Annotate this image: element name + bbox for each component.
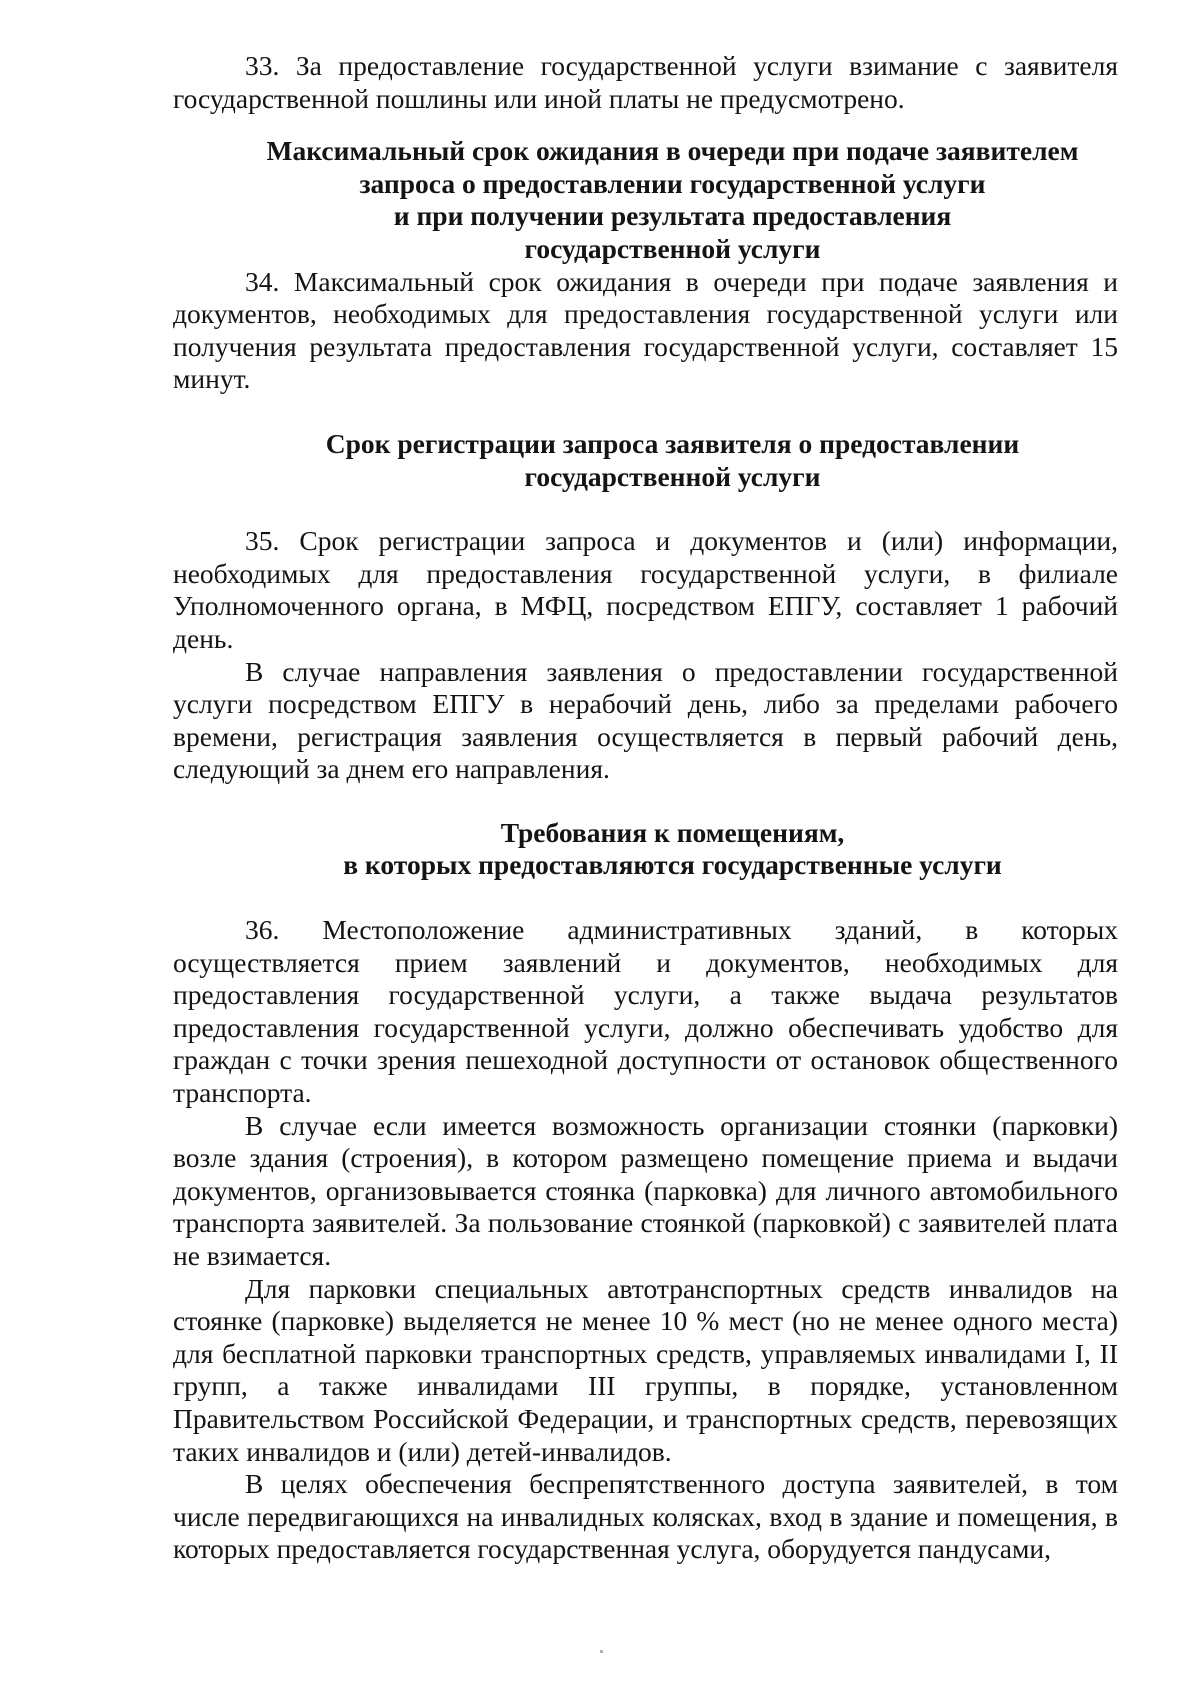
paragraph-36-parking: В случае если имеется возможность организации стоянки (парковки) возле здания (строения), в котором размещено помещение приема и выдачи документов, организовывается стоянка (парковка) для личного автомобильного транспорта заявителей. За пользование стоянкой (парковкой) с заявителей плата не взимается. xyxy=(173,1109,1118,1271)
heading-line: и при получении результата предоставления xyxy=(393,200,952,232)
paragraph-35: 35. Срок регистрации запроса и документов и (или) информации, необходимых для предоставления государственной услуги, в филиале Уполномоченного органа, в МФЦ, посредством ЕПГУ, составляет 1 рабочий день. xyxy=(173,525,1118,654)
heading-line: Требования к помещениям, xyxy=(500,816,845,848)
document-page xyxy=(173,50,1118,1566)
paragraph-34: 34. Максимальный срок ожидания в очереди при подаче заявления и документов, необходимых для предоставления государственной услуги или получения результата предоставления государственной услуги, составляет 15 минут. xyxy=(173,265,1118,395)
paragraph-36-disabled-parking: Для парковки специальных автотранспортных средств инвалидов на стоянке (парковке) выделяется не менее 10 % мест (но не менее одного места) для бесплатной парковки транспортных средств, управляемых инвалидами I, II групп, а также инвалидами III группы, в порядке, установленном Правительством Российской Федерации, и транспортных средств, перевозящих таких инвалидов и (или) детей-инвалидов. xyxy=(173,1272,1118,1467)
heading-line: запроса о предоставлении государственной услуги xyxy=(359,167,986,199)
paragraph-33: 33. За предоставление государственной услуги взимание с заявителя государственной пошлины или иной платы не предусмотрено. xyxy=(173,50,1118,114)
paragraph-35-continued: В случае направления заявления о предоставлении государственной услуги посредством ЕПГУ в нерабочий день, либо за пределами рабочего времени, регистрация заявления осуществляется в первый рабочий день, следующий за днем его направления. xyxy=(173,655,1118,785)
paragraph-36: 36. Местоположение административных зданий, в которых осуществляется прием заявлений и документов, необходимых для предоставления государственной услуги, а также выдача результатов предоставления государственной услуги, должно обеспечивать удобство для граждан с точки зрения пешеходной доступности от остановок общественного транспорта. xyxy=(173,914,1118,1109)
heading-line: в которых предоставляются государственные услуги xyxy=(343,849,1002,881)
heading-line: государственной услуги xyxy=(524,232,821,264)
section-heading-registration xyxy=(173,428,1118,493)
heading-line: Срок регистрации запроса заявителя о предоставлении xyxy=(325,427,1020,459)
section-heading-queue-wait xyxy=(173,135,1118,265)
section-heading-premises xyxy=(173,817,1118,882)
scan-artifact xyxy=(600,1650,603,1653)
heading-line: государственной услуги xyxy=(524,460,821,492)
heading-line: Максимальный срок ожидания в очереди при подаче заявителем xyxy=(266,135,1079,167)
paragraph-36-access: В целях обеспечения беспрепятственного доступа заявителей, в том числе передвигающихся на инвалидных колясках, вход в здание и помещения, в которых предоставляется государственная услуга, оборудуется пандусами, xyxy=(173,1468,1118,1565)
